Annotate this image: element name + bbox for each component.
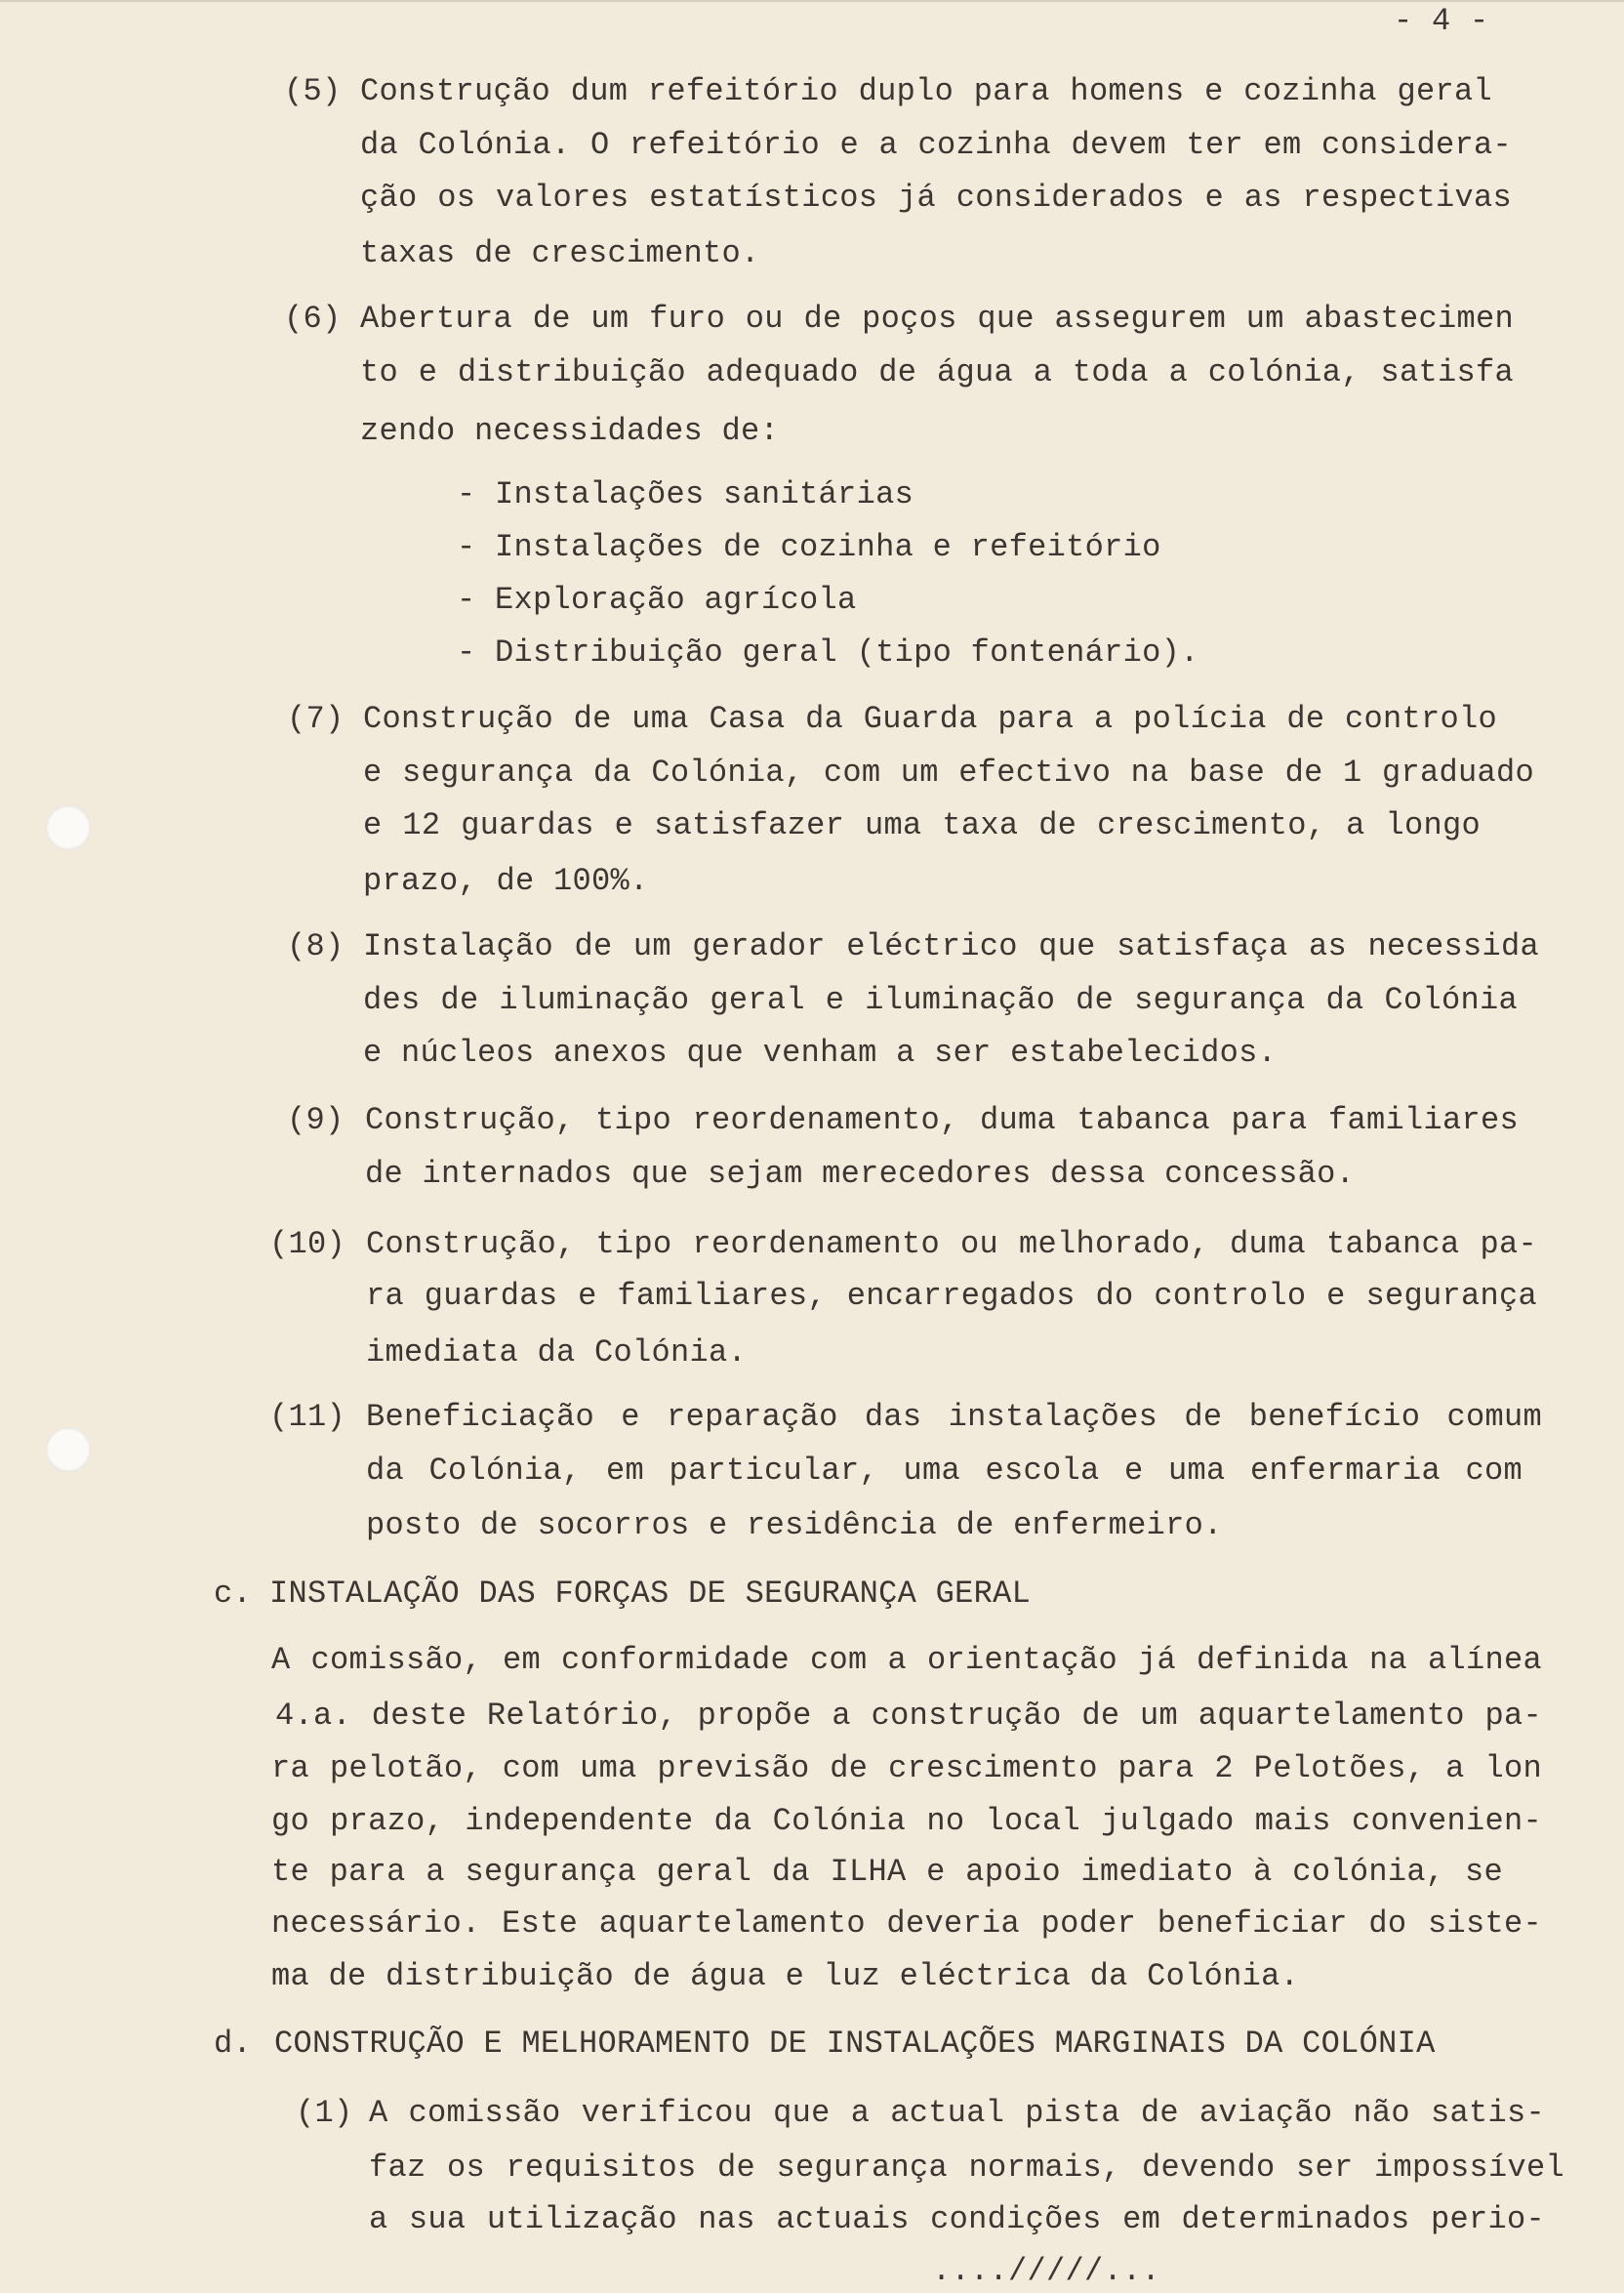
- paragraph-line: A comissão, em conformidade com a orientação já definida na alínea: [271, 1642, 1542, 1678]
- item-line: Abertura de um furo ou de poços que assegurem um abastecimen: [360, 301, 1514, 337]
- paragraph-line: te para a segurança geral da ILHA e apoio imediato à colónia, se: [271, 1854, 1503, 1890]
- item-line: e segurança da Colónia, com um efectivo na base de 1 graduado: [363, 755, 1534, 791]
- item-line: posto de socorros e residência de enfermeiro.: [366, 1507, 1223, 1543]
- item-line: imediata da Colónia.: [366, 1334, 748, 1371]
- item-label: (1): [296, 2095, 353, 2131]
- continuation-mark: ..../////...: [932, 2253, 1161, 2289]
- item-line: da Colónia, em particular, uma escola e uma enfermaria com: [366, 1453, 1522, 1489]
- item-line: des de iluminação geral e iluminação de segurança da Colónia: [363, 982, 1518, 1018]
- paragraph-line: go prazo, independente da Colónia no local julgado mais convenien-: [271, 1803, 1542, 1839]
- item-line: da Colónia. O refeitório e a cozinha devem ter em considera-: [360, 127, 1512, 163]
- paragraph-line: ma de distribuição de água e luz eléctrica da Colónia.: [271, 1958, 1300, 1994]
- item-label: (9): [287, 1102, 345, 1138]
- item-label: (11): [269, 1399, 346, 1435]
- item-line: Construção, tipo reordenamento, duma tabanca para familiares: [365, 1102, 1519, 1138]
- item-line: Construção, tipo reordenamento ou melhorado, duma tabanca pa-: [366, 1226, 1537, 1262]
- item-line: to e distribuição adequado de água a toda a colónia, satisfa: [360, 354, 1514, 390]
- page-top-edge: [0, 0, 1624, 2]
- item-line: taxas de crescimento.: [360, 235, 760, 271]
- item-label: (10): [269, 1226, 346, 1262]
- item-line: ção os valores estatísticos já considerados e as respectivas: [360, 180, 1512, 216]
- item-line: Beneficiação e reparação das instalações de benefício comum: [366, 1399, 1542, 1435]
- section-heading: CONSTRUÇÃO E MELHORAMENTO DE INSTALAÇÕES MARGINAIS DA COLÓNIA: [274, 2026, 1436, 2062]
- item-line: Construção de uma Casa da Guarda para a polícia de controlo: [363, 701, 1497, 737]
- page-number: - 4 -: [1394, 3, 1489, 39]
- bullet-item: - Distribuição geral (tipo fontenário).: [457, 635, 1199, 671]
- punch-hole: [46, 1427, 91, 1472]
- paragraph-line: necessário. Este aquartelamento deveria poder beneficiar do siste-: [271, 1905, 1542, 1942]
- item-label: (7): [287, 701, 345, 737]
- item-line: A comissão verificou que a actual pista de aviação não satis-: [369, 2095, 1545, 2131]
- item-line: Instalação de um gerador eléctrico que satisfaça as necessida: [363, 928, 1539, 964]
- item-line: ra guardas e familiares, encarregados do controlo e segurança: [366, 1278, 1537, 1314]
- item-line: de internados que sejam merecedores dessa concessão.: [365, 1156, 1356, 1192]
- bullet-item: - Instalações de cozinha e refeitório: [457, 529, 1161, 565]
- paragraph-line: 4.a. deste Relatório, propõe a construção de um aquartelamento pa-: [275, 1698, 1542, 1734]
- item-line: prazo, de 100%.: [363, 863, 649, 899]
- section-letter: c.: [214, 1576, 253, 1612]
- item-label: (5): [284, 73, 342, 109]
- item-line: e núcleos anexos que venham a ser estabelecidos.: [363, 1035, 1278, 1071]
- section-heading: INSTALAÇÃO DAS FORÇAS DE SEGURANÇA GERAL: [269, 1576, 1032, 1612]
- item-line: a sua utilização nas actuais condições em determinados perio-: [369, 2201, 1545, 2237]
- item-label: (8): [287, 928, 345, 964]
- item-line: Construção dum refeitório duplo para homens e cozinha geral: [360, 73, 1492, 109]
- section-letter: d.: [214, 2026, 253, 2062]
- item-line: e 12 guardas e satisfazer uma taxa de crescimento, a longo: [363, 807, 1481, 843]
- item-label: (6): [284, 301, 342, 337]
- bullet-item: - Exploração agrícola: [457, 582, 857, 618]
- item-line: zendo necessidades de:: [360, 413, 780, 449]
- paragraph-line: ra pelotão, com uma previsão de crescimento para 2 Pelotões, a lon: [271, 1750, 1542, 1786]
- bullet-item: - Instalações sanitárias: [457, 476, 914, 512]
- punch-hole: [46, 805, 91, 850]
- item-line: faz os requisitos de segurança normais, devendo ser impossível: [369, 2150, 1564, 2186]
